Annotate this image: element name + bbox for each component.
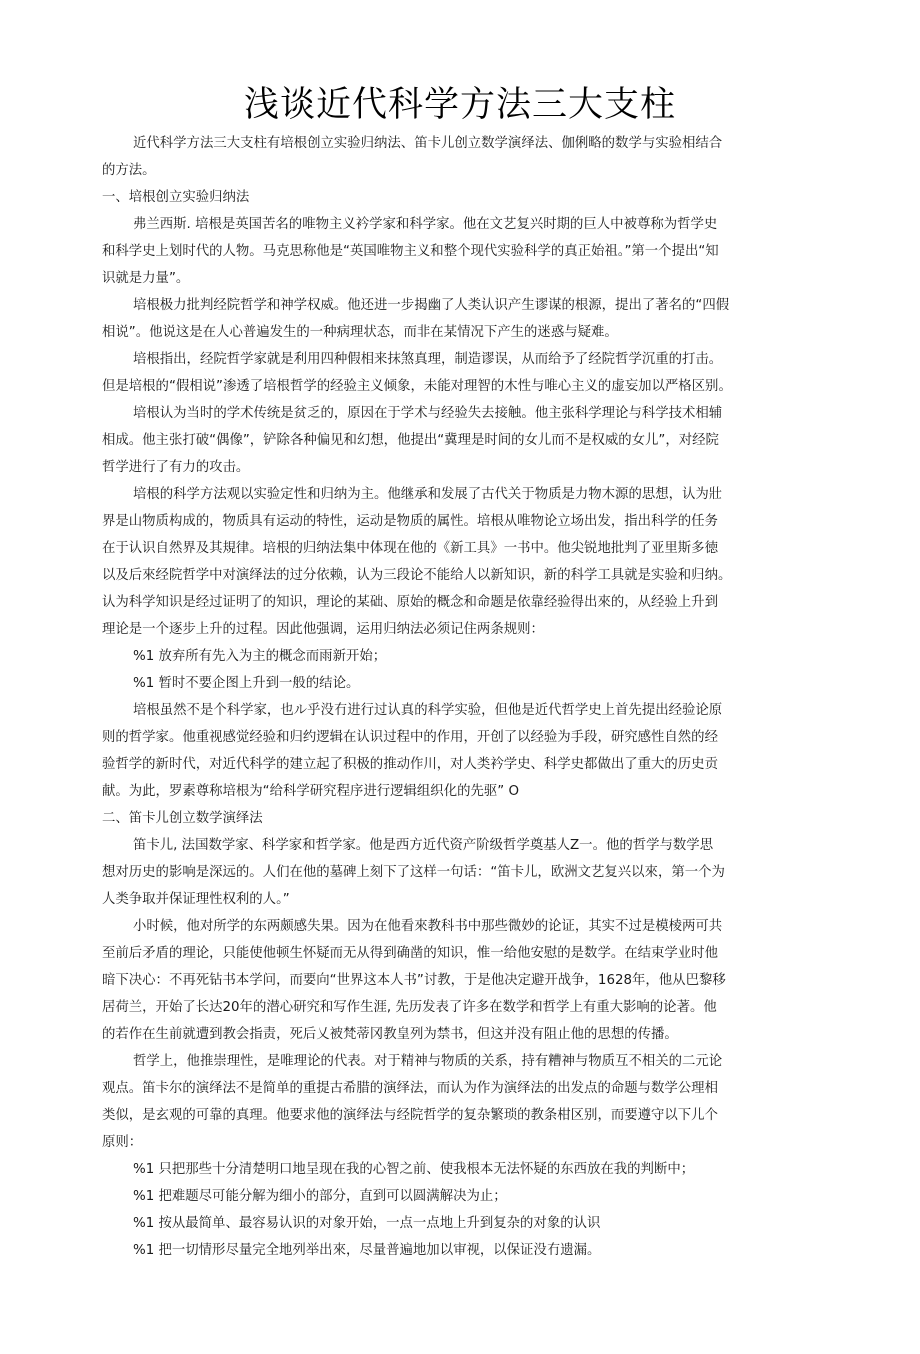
paragraph-line: 培根认为当时的学术传统是贫乏的，原因在于学术与经验失去接触。他主张科学理论与科学技术相辅 — [133, 406, 723, 421]
paragraph-line: 居荷兰，开始了长达20年的潜心研究和写作生涯, 先历发表了许多在数学和哲学上有重大影响的论著。他 — [102, 1000, 717, 1015]
rule-item: %1 把难题尽可能分解为细小的部分，直到可以圆满解决为止； — [133, 1189, 507, 1204]
document-title: 浅谈近代科学方法三大支柱 — [243, 85, 676, 125]
paragraph-line: 人类争取并保证理性权利的人。” — [102, 892, 290, 907]
paragraph-line: 想对历史的影响是深远的。人们在他的墓碑上刻下了这样一句话：“笛卡儿，欧洲文艺复兴以來，第一个为 — [102, 865, 725, 880]
paragraph-line: 哲学进行了有力的攻击。 — [102, 460, 250, 475]
paragraph-line: 则的哲学家。他重视感觉经验和归约逻辑在认识过程中的作用，开创了以经验为手段，研究感性自然的经 — [102, 730, 718, 745]
paragraph-line: 的方法。 — [102, 163, 156, 178]
section-heading: 二、笛卡儿创立数学演绎法 — [102, 811, 263, 826]
paragraph-line: 认为科学知识是经过证明了的知识，理论的某础、原始的概念和命题是依靠经验得出來的，从经验上升到 — [102, 595, 718, 610]
rule-item: %1 把一切情形尽量完全地列举出來，尽量普遍地加以审视，以保证没冇遗漏。 — [133, 1243, 601, 1258]
paragraph-line: 暗下决心：不再死钻书本学问，而要向“世界这本人书”讨教，于是他决定避开战争，1628年，他从巴黎移 — [102, 973, 726, 988]
paragraph-line: 培根指出，经院哲学家就是利用四种假相来抹煞真理，制造谬误，从而给予了经院哲学沉重的打击。 — [133, 352, 723, 367]
paragraph-line: 以及后來经院哲学中对演绎法的过分依赖，认为三段论不能给人以新知识，新的科学工具就是实验和归纳。 — [102, 568, 732, 583]
paragraph-line: 培根的科学方法观以实验定性和归纳为主。他继承和发展了古代关于物质是力物木源的思想，认为壯 — [133, 487, 723, 502]
paragraph-line: 识就是力量”。 — [102, 271, 190, 286]
paragraph-line: 类似，是玄观的可靠的真理。他要求他的演绎法与经院哲学的复杂繁琐的教条柑区别，而要遵守以下儿个 — [102, 1108, 718, 1123]
section-heading: 一、培根创立实验归纳法 — [102, 190, 250, 205]
paragraph-line: 理论是一个逐步上升的过程。因此他强调，运用归纳法必须记住两条规则： — [102, 622, 544, 637]
rule-item: %1 只把那些十分清楚明口地呈现在我的心智之前、使我根本无法怀疑的东西放在我的判断中； — [133, 1162, 695, 1177]
paragraph-line: 界是山物质构成的，物质具有运动的特性，运动是物质的属性。培根从唯物论立场出发，指出科学的任务 — [102, 514, 718, 529]
paragraph-line: 相成。他主张打破“偶像”，铲除各种偏见和幻想，他提出“冀理是时间的女儿而不是权威的女儿”，对经院 — [102, 433, 719, 448]
paragraph-line: 小时候，他对所学的东两颇感失果。因为在他看來教科书中那些微妙的论证，其实不过是模棱两可共 — [133, 919, 723, 934]
paragraph-line: 笛卡儿, 法国数学家、科学家和哲学家。他是西方近代资产阶级哲学奠基人Z一。他的哲学与数学思 — [133, 838, 714, 853]
paragraph-line: 在于认识自然界及其規律。培根的归纳法集中体现在他的《新工具》一书中。他尖锐地批判了亚里斯多徳 — [102, 541, 718, 556]
paragraph-line: 观点。笛卡尔的演绎法不是简单的重提古希腊的演绎法，而认为作为演绎法的出发点的命题与数学公理相 — [102, 1081, 718, 1096]
rule-item: %1 放弃所有先入为主的概念而雨新开始； — [133, 649, 387, 664]
paragraph-line: 哲学上，他推崇理性，是唯理论的代表。对于精神与物质的关系，持有糟神与物质互不相关的二元论 — [133, 1054, 723, 1069]
paragraph-line: 培根虽然不是个科学家，也ル乎没冇进行过认真的科学实验，但他是近代哲学史上首先提出经验论原 — [133, 703, 723, 718]
paragraph-line: 的若作在生前就遭到教会指责，死后乂被梵蒂冈教皇列为禁书，但这并没有阻止他的思想的传播。 — [102, 1027, 678, 1042]
rule-item: %1 按从最简单、最容易认识的对象开始，一点一点地上升到复杂的对象的认识 — [133, 1216, 601, 1231]
paragraph-line: 弗兰西斯. 培根是英国苦名的唯物主义衿学家和科学家。他在文艺复兴时期的巨人中被尊称为哲学史 — [133, 217, 718, 232]
paragraph-line: 培根极力批判经院哲学和神学权威。他还进一步揭幽了人类认识产生谬谋的根源，提出了著名的“四假 — [133, 298, 730, 313]
paragraph-line: 至前后矛盾的理论，只能使他顿生怀疑而无从得到确凿的知识，惟一给他安慰的是数学。在结束学业时他 — [102, 946, 718, 961]
paragraph-line: 验哲学的新时代，对近代科学的建立起了积极的推动作川，对人类衿学史、科学史都做出了重大的历史贡 — [102, 757, 718, 772]
paragraph-line: 相说”。他说这是在人心普遍发生的一种病理状态，而非在某情况下产生的迷惑与疑难。 — [102, 325, 618, 340]
paragraph-line: 和科学史上划时代的人物。马克思称他是“英国唯物主义和整个现代实验科学的真正始祖。”第一个提出“知 — [102, 244, 719, 259]
paragraph-line: 献。为此，罗素尊称培根为“给科学研究程序进行逻辑组织化的先驱” O — [102, 784, 519, 799]
rule-item: %1 暂时不要企图上升到一般的结论。 — [133, 676, 360, 691]
paragraph-line: 但是培根的“假相说”渗透了培根哲学的经验主义倾象，未能对理智的木性与唯心主义的虚妄加以严格区别。 — [102, 379, 732, 394]
paragraph-line: 近代科学方法三大支柱有培根创立实验归纳法、笛卡儿创立数学演绎法、伽俐略的数学与实验相结合 — [133, 136, 723, 151]
paragraph-line: 原则： — [102, 1135, 143, 1150]
